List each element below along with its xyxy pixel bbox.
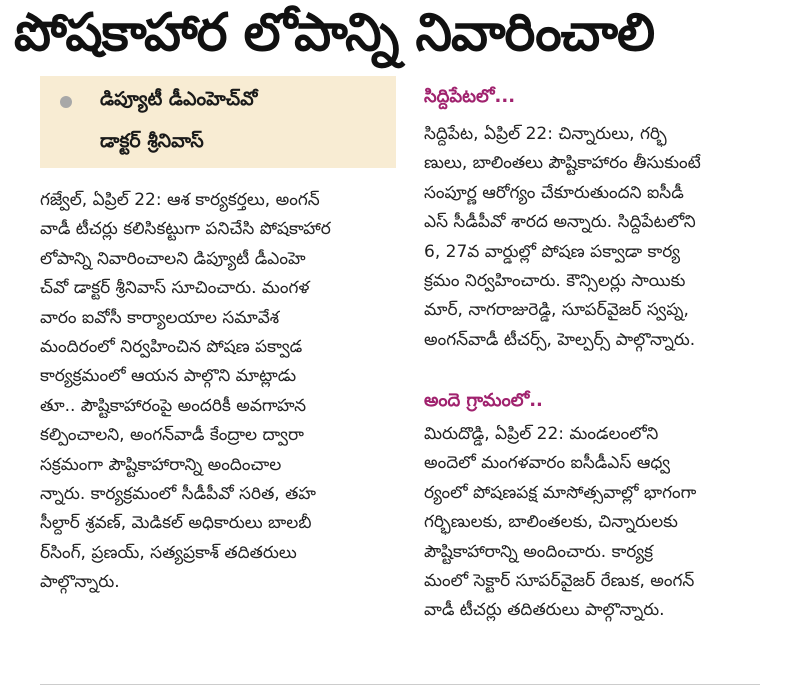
article-line: అందెలో మంగళవారం ఐసీడీఎస్ ఆధ్వ [424,453,671,474]
article-line: తూ.. పౌష్టికాహారంపై అందరికీ అవగాహన [40,395,307,416]
article-line: పౌష్టికాహారాన్ని అందించారు. కార్యక్ర [424,541,654,562]
article-line: వాడీ టీచర్లు తదితరులు పాల్గొన్నారు. [424,600,665,621]
article-line: అంగన్‌వాడీ టీచర్స్, హెల్పర్స్ పాల్గొన్నారు. [424,329,696,350]
byline-box [40,76,396,168]
article-line: సక్రమంగా పౌష్టికాహారాన్ని అందించాల [40,454,282,475]
article-line: 6, 27వ వార్డుల్లో పోషణ పక్వాడా కార్య [424,241,681,262]
article-line: న్నారు. కార్యక్రమంలో సీడీపీవో సరిత, తహ [40,483,316,504]
article-line: మిరుదొడ్డి, ఏప్రిల్ 22: మండలంలోని [424,424,659,444]
byline-name: డాక్టర్ శ్రీనివాస్ [100,130,204,152]
article-line: కల్పించాలని, అంగన్‌వాడీ కేంద్రాల ద్వారా [40,425,304,446]
article-line: గర్భిణులకు, బాలింతలకు, చిన్నారులకు [424,512,678,533]
subhead-siddipet: సిద్దిపేటలో... [424,86,516,107]
article-line: సిద్దిపేట, ఏప్రిల్ 22: చిన్నారులు, గర్భి [424,124,667,144]
article-line: వారం ఐవోసీ కార్యాలయాల సమావేశ [40,307,280,328]
left-article-column [40,186,400,597]
article-line: ణులు, బాలింతలు పౌష్టికాహారం తీసుకుంటే [424,153,701,174]
headline: పోషకాహార లోపాన్ని నివారించాలి [14,3,655,63]
article-line: గజ్వేల్, ఏప్రిల్ 22: ఆశ కార్యకర్తలు, అంగన్ [40,190,320,210]
subhead-andhe-village: అందె గ్రామంలో.. [424,390,543,411]
bullet-icon [60,96,72,108]
article-line: మంలో సెక్టార్ సూపర్‌వైజర్ రేణుక, అంగన్ [424,570,695,591]
article-line: క్రమం నిర్వహించారు. కౌన్సిలర్లు సాయికు [424,270,686,291]
article-line: సీల్దార్ శ్రవణ్, మెడికల్ అధికారులు బాలబీ [40,513,312,534]
article-line: చ్‌వో డాక్టర్ శ్రీనివాస్ సూచించారు. మంగళ [40,278,310,299]
article-line: పాల్గొన్నారు. [40,572,120,593]
article-line: మార్, నాగరాజురెడ్డి, సూపర్‌వైజర్ స్వప్న, [424,300,689,321]
article-line: మందిరంలో నిర్వహించిన పోషణ పక్వాడ [40,336,303,357]
article-line: వాడీ టీచర్లు కలిసికట్టుగా పనిచేసి పోషకాహార [40,219,331,240]
andhe-article-block [424,420,786,626]
bottom-divider [40,684,760,685]
article-line: ఎస్ సీడీపీవో శారద అన్నారు. సిద్దిపేటలోని [424,212,696,233]
article-line: లోపాన్ని నివారించాలని డిప్యూటీ డీఎంహె [40,248,306,269]
byline-designation: డిప్యూటీ డీఎంహెచ్‌వో [100,88,258,110]
article-line: సంపూర్ణ ఆరోగ్యం చేకూరుతుందని ఐసీడీ [424,182,684,203]
article-line: ర్‌సింగ్, ప్రణయ్, సత్యప్రకాశ్ తదితరులు [40,542,297,563]
article-line: కార్యక్రమంలో ఆయన పాల్గొని మాట్లాడు [40,366,297,387]
article-line: ర్యంలో పోషణపక్ష మాసోత్సవాల్లో భాగంగా [424,482,697,503]
